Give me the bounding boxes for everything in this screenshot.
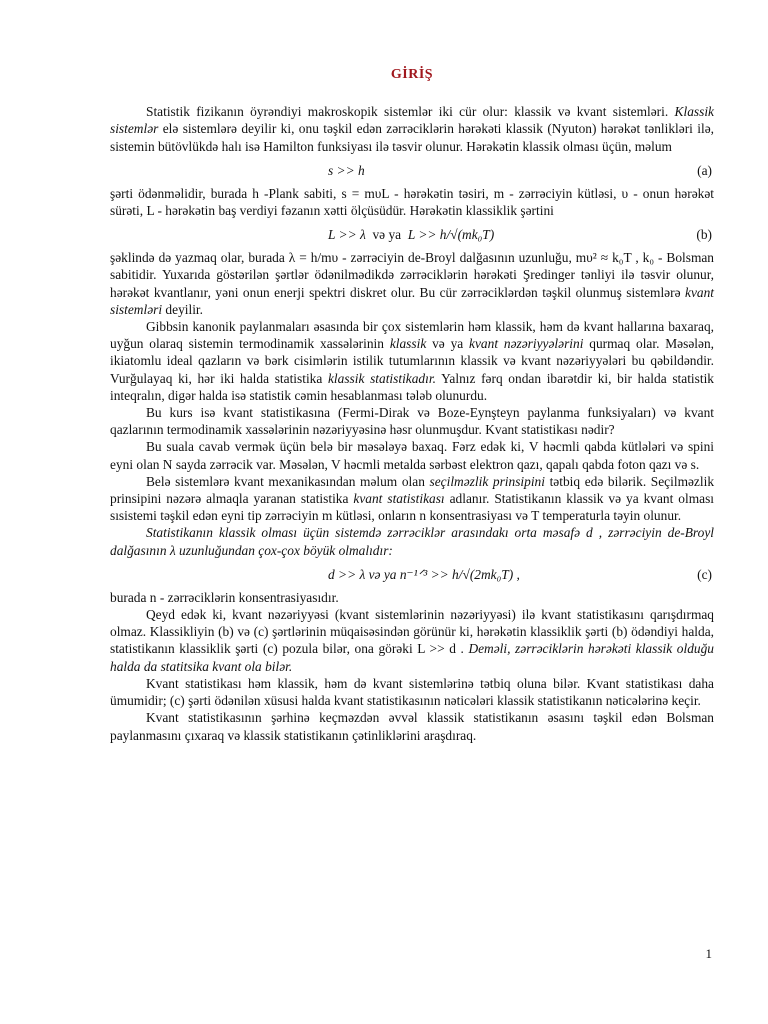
equation-c-label: (c) xyxy=(697,566,712,582)
gibbs-text-d: Yalnız fərq ondan ibarətdir ki, bir halda statistik inteqralın, digər halda isə statistik cəmin hesablanması tələb olunurdu. xyxy=(110,370,714,403)
paragraph-classical-condition xyxy=(110,524,714,558)
equation-b xyxy=(110,223,714,247)
intro-text-cont: elə sistemlərə deyilir ki, onu təşkil edən zərrəciklərin hərəkəti klassik (Nyuton) hərəkət tənlikləri ilə, sistemin bütövlükdə halı isə Hamilton funksiyası ilə təsvir olunur. Hərəkətin klassik olması üçün, məlum xyxy=(110,121,714,154)
principle-em-2: kvant statistikası xyxy=(353,491,445,507)
equation-b-left: L >> λ xyxy=(328,227,366,243)
equation-c xyxy=(110,563,714,587)
page-number: 1 xyxy=(705,946,712,961)
debroglie-text: şəklində də yazmaq olar, burada λ = h/mυ - zərrəciyin de-Broyl dalğasının uzunluğu, mυ² ≈ k₀T , k₀ - Bolsman sabitidir. Yuxarıda göstərilən şərtlər ödənilmədikdə zərrəciklərin hərəkəti Şredinger tənliyi ilə təsvir olunur, hərəkət kvantlanır, yəni onun enerji spektri diskret olur. Bu cür zərrəciklərdən təşkil olunmuş sistemlərə xyxy=(110,250,714,300)
paragraph-condition: şərti ödənməlidir, burada h -Plank sabiti, s = mυL - hərəkətin təsiri, m - zərrəciyin kütləsi, υ - onun hərəkət sürəti, L - hərəkətin baş verdiyi fəzanın xətti ölçüsüdür. Hərəkətin klassiklik şərtini xyxy=(110,185,714,219)
gibbs-text-b: və ya xyxy=(426,336,470,352)
note-emphasis: Deməli, zərrəciklərin hərəkəti klassik olduğu halda da statitsika kvant ola bilər. xyxy=(110,641,714,674)
gibbs-em-1: klassik xyxy=(389,336,427,352)
principle-em-1: seçilməzlik prinsipini xyxy=(429,473,545,489)
note-text: Qeyd edək ki, kvant nəzəriyyəsi (kvant sistemlərinin nəzəriyyəsi) ilə kvant statistikasını qarışdırmaq olmaz. Klassikliyin (b) və (c) şərtlərinin müqaisəsindən görünür ki, hərəkətin klassiklik şərti (b) ödəndiyi halda, statistikanın klassiklik şərti (c) pozula bilər, ona görəki L >> d . xyxy=(110,607,714,657)
principle-text-c: adlanır. Statistikanın klassik və ya kvant olması sısistemi təşkil edən eyni tip zərrəciyin m kütləsi, onların n konsentrasiyası və T temperaturla təyin olunur. xyxy=(110,491,714,524)
equation-a-label: (a) xyxy=(697,162,712,178)
equation-b-label: (b) xyxy=(696,227,712,243)
debroglie-emphasis: kvant sistemləri xyxy=(110,284,714,317)
equation-a-formula: s >> h xyxy=(328,162,365,178)
paragraph-intro xyxy=(110,103,714,155)
paragraph-question: Bu suala cavab vermək üçün belə bir məsələyə baxaq. Fərz edək ki, V həcmli qabda kütlələri və spini eyni olan N sayda zərrəcik var. Məsələn, V həcmli metalda sərbəst elektron qazı, qapalı qabda foton qazı və s. xyxy=(110,439,714,472)
paragraph-gibbs xyxy=(110,318,714,404)
paragraph-debroglie xyxy=(110,249,714,318)
classical-condition-emphasis: Statistikanın klassik olması üçün sistemdə zərrəciklər arasındakı orta məsafə d , zərrəciyin de-Broyl dalğasının λ uzunluğundan çox-çox böyük olmalıdır: xyxy=(110,525,714,558)
debroglie-end: deyilir. xyxy=(162,301,203,317)
paragraph-concentration: burada n - zərrəciklərin konsentrasiyasıdır. xyxy=(110,589,339,605)
gibbs-em-3: klassik statistikadır. xyxy=(327,370,436,386)
paragraph-course: Bu kurs isə kvant statistikasına (Fermi-Dirak və Boze-Eynşteyn paylanma funksiyaları) və kvant qazlarının termodinamik xassələrinin nəzəriyyəsinə həsr olunmuşdur. Kvant statistikası nədir? xyxy=(110,405,714,438)
gibbs-text-a: Gibbsin kanonik paylanmaları əsasında bir çox sistemlərin həm klassik, həm də kvant hallarına baxaraq, uyğun olaraq sistemin termodinamik xassələrinin xyxy=(110,319,714,352)
equation-c-formula: d >> λ və ya n⁻¹ᐟ³ >> h/√(2mk₀T) , xyxy=(328,566,520,582)
paragraph-general: Kvant statistikası həm klassik, həm də kvant sistemlərinə tətbiq oluna bilər. Kvant statistikası daha ümumidir; (c) şərti ödənilən xüsusi halda kvant statistikasının nəticələri klassik statistikanın nəticələrinə keçir. xyxy=(110,675,714,709)
paragraph-principle xyxy=(110,473,714,525)
principle-text-a: Belə sistemlərə kvant mexanikasından məlum olan xyxy=(146,473,430,489)
equation-b-mid: və ya xyxy=(372,227,402,243)
principle-text-b: tətbiq edə bilərik. Seçilməzlik prinsipini nəzərə almaqla yaranan statistika xyxy=(110,473,715,507)
paragraph-note xyxy=(110,606,714,675)
section-title: GİRİŞ xyxy=(390,67,434,82)
equation-b-formula xyxy=(328,223,494,247)
gibbs-text-c: qurmaq olar. Məsələn, ikiatomlu ideal qazların və bərk cisimlərin istilik tutumlarının klassik və kvant nəzəriyyələri bu qəbildəndir. Vurğulayaq ki, hər iki halda statistika xyxy=(110,336,714,386)
paragraph-boltzmann: Kvant statistikasının şərhinə keçməzdən əvvəl klassik statistikanın əsasını təşkil edən Bolsman paylanmasını çıxaraq və klassik statistikanın çətinliklərini araşdıraq. xyxy=(110,710,714,743)
equation-a xyxy=(110,159,714,183)
intro-emphasis: Klassik sistemlər xyxy=(110,104,714,137)
document-page xyxy=(110,66,714,744)
equation-b-right: L >> h/√(mk₀T) xyxy=(407,227,495,243)
intro-text: Statistik fizikanın öyrəndiyi makroskopik sistemlər iki cür olur: klassik və kvant sistemləri. xyxy=(146,104,669,120)
gibbs-em-2: kvant nəzəriyyələrini xyxy=(469,336,584,352)
